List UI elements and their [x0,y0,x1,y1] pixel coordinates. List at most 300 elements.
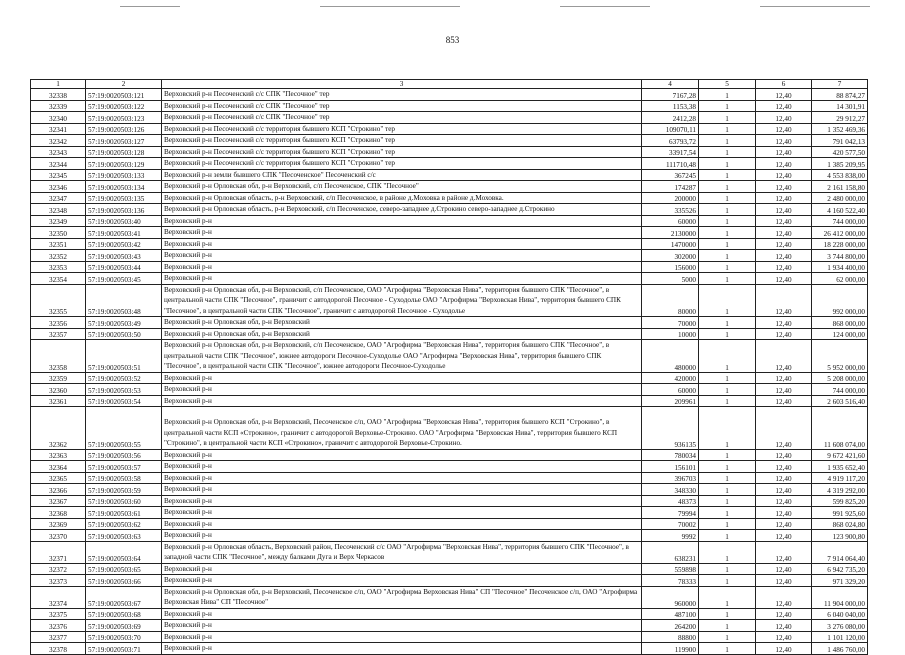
column-header: 5 [699,80,756,89]
cell-cad: 57:19:0020503:71 [86,643,162,655]
cell-num: 32349 [31,215,86,227]
cell-cad: 57:19:0020503:48 [86,284,162,317]
cell-addr: Верховский р-н [162,215,642,227]
cell-num: 32363 [31,449,86,461]
cell-num: 32341 [31,123,86,135]
cell-cad: 57:19:0020503:55 [86,407,162,450]
cell-cad: 57:19:0020503:135 [86,192,162,204]
cell-addr: Верховский р-н Песоченский с/с СПК "Песочное" тер [162,89,642,101]
cell-addr: Верховский р-н [162,563,642,575]
cell-addr: Верховский р-н Орловская обл, р-н Верховский, Песоченское с/п, ОАО "Агрофирма "Верховская Нива", территория бывшего КСП "Строкино", в центральной части КСП «Строкино», граничит с автодорогой Верховье-Строкино. ОАО "Агрофирма "Верховская Нива", территория бывшего КСП "Строкино", в центральной части КСП «Строкино», граничит с автодорогой Верховье-Строкино. [162,407,642,450]
cell-area: 9992 [642,530,699,542]
table-body [31,89,868,655]
cell-addr: Верховский р-н Песоченский с/с территория бывшего КСП "Строкино" тер [162,123,642,135]
cell-area: 109070,11 [642,123,699,135]
cell-cost: 868 024,80 [812,518,868,530]
cell-rate: 12,40 [756,507,812,519]
page-number: 853 [445,35,460,45]
cell-cad: 57:19:0020503:51 [86,340,162,373]
cell-num: 32375 [31,608,86,620]
cell-qty: 1 [699,620,756,632]
table-row [31,507,868,519]
cell-qty: 1 [699,484,756,496]
table-row [31,100,868,112]
cell-cad: 57:19:0020503:64 [86,541,162,563]
cell-qty: 1 [699,395,756,407]
cell-cad: 57:19:0020503:68 [86,608,162,620]
column-header: 2 [86,80,162,89]
cell-addr: Верховский р-н [162,472,642,484]
table-row [31,472,868,484]
cell-num: 32377 [31,631,86,643]
cell-area: 367245 [642,169,699,181]
table-row [31,158,868,170]
cell-addr: Верховский р-н Орловская обл, р-н Верховский, с/п Песоченское, СПК "Песочное" [162,181,642,193]
cell-area: 33917,54 [642,146,699,158]
cell-qty: 1 [699,372,756,384]
cell-cad: 57:19:0020503:59 [86,484,162,496]
cell-num: 32376 [31,620,86,632]
cell-addr: Верховский р-н [162,372,642,384]
cell-cost: 18 228 000,00 [812,238,868,250]
table-row [31,461,868,473]
cell-cost: 420 577,50 [812,146,868,158]
column-header: 7 [812,80,868,89]
cell-rate: 12,40 [756,146,812,158]
cell-addr: Верховский р-н [162,227,642,239]
cell-rate: 12,40 [756,472,812,484]
cell-cad: 57:19:0020503:49 [86,317,162,329]
table-row [31,563,868,575]
cell-area: 156101 [642,461,699,473]
cell-num: 32364 [31,461,86,473]
cell-qty: 1 [699,384,756,396]
cell-cost: 88 874,27 [812,89,868,101]
cell-qty: 1 [699,328,756,340]
cell-qty: 1 [699,215,756,227]
cell-addr: Верховский р-н Песоченский с/с территория бывшего КСП "Строкино" тер [162,135,642,147]
cell-rate: 12,40 [756,449,812,461]
cell-num: 32369 [31,518,86,530]
table-row [31,328,868,340]
cell-addr: Верховский р-н Орловская область, р-н Верховский, с/п Песоченское, в районе д.Моховка в районе д.Моховка. [162,192,642,204]
cell-cost: 11 904 000,00 [812,586,868,608]
cell-area: 1470000 [642,238,699,250]
table-row [31,530,868,542]
cell-rate: 12,40 [756,89,812,101]
cell-cad: 57:19:0020503:128 [86,146,162,158]
cell-cost: 791 042,13 [812,135,868,147]
cell-cost: 124 000,00 [812,328,868,340]
cell-area: 10000 [642,328,699,340]
cell-cad: 57:19:0020503:129 [86,158,162,170]
cell-rate: 12,40 [756,620,812,632]
cell-rate: 12,40 [756,575,812,587]
cell-cost: 11 608 074,00 [812,407,868,450]
cell-addr: Верховский р-н [162,261,642,273]
cell-num: 32345 [31,169,86,181]
cell-area: 480000 [642,340,699,373]
cell-qty: 1 [699,643,756,655]
table-row [31,192,868,204]
cell-addr: Верховский р-н Орловская обл, р-н Верховский, с/п Песоченское, ОАО "Агрофирма "Верховская Нива", территория бывшего СПК "Песочное", в центральной части СПК "Песочное", граничит с автодорогой Песочное - Суходолье ОАО "Агрофирма "Верховская Нива", территория бывшего СПК "Песочное", в центральной части СПК "Песочное", граничит с автодорогой Песочное - Суходолье [162,284,642,317]
cell-cad: 57:19:0020503:136 [86,204,162,216]
cell-cad: 57:19:0020503:127 [86,135,162,147]
cell-area: 209961 [642,395,699,407]
cell-cad: 57:19:0020503:126 [86,123,162,135]
cell-rate: 12,40 [756,643,812,655]
cell-cost: 62 000,00 [812,273,868,285]
table-row [31,215,868,227]
cell-area: 80000 [642,284,699,317]
cell-qty: 1 [699,250,756,262]
cell-cost: 744 000,00 [812,384,868,396]
cell-num: 32357 [31,328,86,340]
cell-addr: Верховский р-н [162,250,642,262]
cell-rate: 12,40 [756,227,812,239]
cell-area: 70002 [642,518,699,530]
cell-area: 78333 [642,575,699,587]
column-header: 6 [756,80,812,89]
cell-num: 32372 [31,563,86,575]
cell-num: 32338 [31,89,86,101]
cell-addr: Верховский р-н Орловская область, р-н Верховский, с/п Песоченское, северо-западнее д.Строкино северо-западнее д.Строкино [162,204,642,216]
table-row [31,495,868,507]
cell-num: 32358 [31,340,86,373]
cell-cost: 2 603 516,40 [812,395,868,407]
cell-num: 32351 [31,238,86,250]
cell-cost: 14 301,91 [812,100,868,112]
cell-addr: Верховский р-н [162,643,642,655]
cell-cost: 1 935 652,40 [812,461,868,473]
cell-cost: 1 934 400,00 [812,261,868,273]
cell-qty: 1 [699,238,756,250]
cell-rate: 12,40 [756,158,812,170]
cell-cost: 1 385 209,95 [812,158,868,170]
cell-num: 32378 [31,643,86,655]
cell-area: 119900 [642,643,699,655]
cell-cad: 57:19:0020503:123 [86,112,162,124]
cell-cad: 57:19:0020503:40 [86,215,162,227]
cell-cost: 2 161 158,80 [812,181,868,193]
cell-num: 32354 [31,273,86,285]
cell-num: 32344 [31,158,86,170]
cell-cad: 57:19:0020503:61 [86,507,162,519]
column-header: 3 [162,80,642,89]
cell-addr: Верховский р-н Орловская обл, р-н Верховский, с/п Песоченское, ОАО "Агрофирма "Верховская Нива", территория бывшего СПК "Песочное", в центральной части СПК "Песочное", южнее автодороги Песочное-Суходолье ОАО "Агрофирма "Верховская Нива", территория бывшего СПК "Песочное", в центральной части СПК "Песочное", южнее автодороги Песочное-Суходолье [162,340,642,373]
cell-num: 32350 [31,227,86,239]
cell-area: 264200 [642,620,699,632]
cell-num: 32366 [31,484,86,496]
cell-area: 487100 [642,608,699,620]
cell-qty: 1 [699,227,756,239]
cell-cost: 9 672 421,60 [812,449,868,461]
cell-cad: 57:19:0020503:70 [86,631,162,643]
cell-area: 1153,38 [642,100,699,112]
cell-cost: 4 319 292,00 [812,484,868,496]
cell-qty: 1 [699,261,756,273]
cell-addr: Верховский р-н [162,575,642,587]
cell-addr: Верховский р-н [162,530,642,542]
table-row [31,586,868,608]
column-header: 4 [642,80,699,89]
cell-addr: Верховский р-н Песоченский с/с территория бывшего КСП "Строкино" тер [162,158,642,170]
cell-qty: 1 [699,461,756,473]
table-row [31,181,868,193]
cell-addr: Верховский р-н Песоченский с/с СПК "Песочное" тер [162,100,642,112]
cell-rate: 12,40 [756,123,812,135]
cell-rate: 12,40 [756,461,812,473]
cell-rate: 12,40 [756,541,812,563]
cell-cad: 57:19:0020503:69 [86,620,162,632]
cell-num: 32362 [31,407,86,450]
cell-cad: 57:19:0020503:63 [86,530,162,542]
table-row [31,169,868,181]
cell-rate: 12,40 [756,518,812,530]
cell-num: 32374 [31,586,86,608]
cell-cad: 57:19:0020503:133 [86,169,162,181]
cell-num: 32368 [31,507,86,519]
cell-cost: 7 914 064,40 [812,541,868,563]
cell-rate: 12,40 [756,250,812,262]
cell-cost: 599 825,20 [812,495,868,507]
cell-cad: 57:19:0020503:52 [86,372,162,384]
table-row [31,261,868,273]
cell-area: 174287 [642,181,699,193]
cell-rate: 12,40 [756,372,812,384]
cell-cost: 29 912,27 [812,112,868,124]
cell-num: 32347 [31,192,86,204]
column-header: 1 [31,80,86,89]
cell-rate: 12,40 [756,135,812,147]
cell-rate: 12,40 [756,181,812,193]
cell-rate: 12,40 [756,484,812,496]
cell-qty: 1 [699,158,756,170]
cell-area: 420000 [642,372,699,384]
cell-qty: 1 [699,586,756,608]
cell-area: 88800 [642,631,699,643]
cell-rate: 12,40 [756,407,812,450]
table-row [31,449,868,461]
cell-cost: 991 925,60 [812,507,868,519]
cell-cost: 3 276 080,00 [812,620,868,632]
cell-cad: 57:19:0020503:56 [86,449,162,461]
cell-addr: Верховский р-н [162,631,642,643]
cell-rate: 12,40 [756,384,812,396]
cell-qty: 1 [699,530,756,542]
cell-area: 5000 [642,273,699,285]
table-row [31,89,868,101]
cell-addr: Верховский р-н Песоченский с/с территория бывшего КСП "Строкино" тер [162,146,642,158]
table-row [31,384,868,396]
cell-cost: 2 480 000,00 [812,192,868,204]
cell-qty: 1 [699,507,756,519]
cell-cost: 744 000,00 [812,215,868,227]
cell-qty: 1 [699,407,756,450]
cell-num: 32356 [31,317,86,329]
cell-qty: 1 [699,317,756,329]
cell-cost: 992 000,00 [812,284,868,317]
table-row [31,620,868,632]
cell-addr: Верховский р-н [162,495,642,507]
cell-rate: 12,40 [756,215,812,227]
cell-cost: 1 101 120,00 [812,631,868,643]
cell-rate: 12,40 [756,284,812,317]
cell-qty: 1 [699,495,756,507]
cell-area: 559898 [642,563,699,575]
cell-cad: 57:19:0020503:58 [86,472,162,484]
cell-area: 335526 [642,204,699,216]
cell-rate: 12,40 [756,608,812,620]
cell-num: 32370 [31,530,86,542]
cell-area: 79994 [642,507,699,519]
cell-addr: Верховский р-н [162,507,642,519]
cell-rate: 12,40 [756,238,812,250]
table-row [31,541,868,563]
cell-cost: 6 040 040,00 [812,608,868,620]
cell-cost: 971 329,20 [812,575,868,587]
cell-num: 32367 [31,495,86,507]
table-row [31,518,868,530]
cell-addr: Верховский р-н [162,273,642,285]
cell-num: 32353 [31,261,86,273]
table-row [31,273,868,285]
cell-cad: 57:19:0020503:42 [86,238,162,250]
cell-cad: 57:19:0020503:53 [86,384,162,396]
cell-cost: 4 919 117,20 [812,472,868,484]
cell-cad: 57:19:0020503:67 [86,586,162,608]
cell-qty: 1 [699,340,756,373]
cell-num: 32371 [31,541,86,563]
table-row [31,238,868,250]
cell-qty: 1 [699,575,756,587]
cell-cad: 57:19:0020503:121 [86,89,162,101]
cell-area: 156000 [642,261,699,273]
cell-rate: 12,40 [756,273,812,285]
cell-addr: Верховский р-н [162,461,642,473]
cell-cost: 4 160 522,40 [812,204,868,216]
table-row [31,250,868,262]
cell-area: 200000 [642,192,699,204]
cell-qty: 1 [699,146,756,158]
table-row [31,395,868,407]
cell-area: 302000 [642,250,699,262]
cell-qty: 1 [699,608,756,620]
table-header-row [31,80,868,89]
table-row [31,317,868,329]
cell-area: 48373 [642,495,699,507]
cell-area: 960000 [642,586,699,608]
cell-cost: 1 352 469,36 [812,123,868,135]
cell-cad: 57:19:0020503:122 [86,100,162,112]
cell-cost: 123 900,80 [812,530,868,542]
cell-cost: 5 208 000,00 [812,372,868,384]
cell-area: 60000 [642,215,699,227]
cell-cad: 57:19:0020503:134 [86,181,162,193]
cell-cad: 57:19:0020503:66 [86,575,162,587]
cell-cost: 26 412 000,00 [812,227,868,239]
cell-area: 7167,28 [642,89,699,101]
table-row [31,608,868,620]
cell-addr: Верховский р-н [162,484,642,496]
cell-area: 2412,28 [642,112,699,124]
cell-qty: 1 [699,541,756,563]
cell-cad: 57:19:0020503:50 [86,328,162,340]
table-row [31,227,868,239]
cell-area: 780034 [642,449,699,461]
cell-addr: Верховский р-н [162,620,642,632]
cell-addr: Верховский р-н Песоченский с/с СПК "Песочное" тер [162,112,642,124]
table-row [31,372,868,384]
cell-addr: Верховский р-н [162,449,642,461]
cell-addr: Верховский р-н [162,238,642,250]
cell-qty: 1 [699,135,756,147]
cell-qty: 1 [699,181,756,193]
cell-addr: Верховский р-н Орловская обл, р-н Верховский [162,328,642,340]
cell-qty: 1 [699,100,756,112]
cell-rate: 12,40 [756,586,812,608]
cell-area: 348330 [642,484,699,496]
cell-qty: 1 [699,472,756,484]
table-row [31,643,868,655]
cell-qty: 1 [699,192,756,204]
cell-area: 638231 [642,541,699,563]
cell-num: 32352 [31,250,86,262]
table-row [31,135,868,147]
cell-rate: 12,40 [756,317,812,329]
cell-cad: 57:19:0020503:43 [86,250,162,262]
cell-rate: 12,40 [756,563,812,575]
cell-addr: Верховский р-н [162,395,642,407]
cell-num: 32339 [31,100,86,112]
cell-area: 396703 [642,472,699,484]
cell-addr: Верховский р-н земли бывшего СПК "Песоченское" Песоченский с/с [162,169,642,181]
cell-rate: 12,40 [756,192,812,204]
cell-addr: Верховский р-н Орловская область, Верховский район, Песоченский с/с ОАО "Агрофирма "Верховская Нива", территория бывшего СПК "Песочное", в западной части СПК "Песочное", между балками Дуга и Верх Черкасов [162,541,642,563]
table-row [31,284,868,317]
table-row [31,204,868,216]
land-register-table [30,79,868,655]
cell-area: 111710,48 [642,158,699,170]
cell-cost: 3 744 800,00 [812,250,868,262]
table-row [31,340,868,373]
cell-area: 63793,72 [642,135,699,147]
cell-qty: 1 [699,112,756,124]
table-row [31,112,868,124]
cell-area: 2130000 [642,227,699,239]
cell-num: 32343 [31,146,86,158]
cell-rate: 12,40 [756,395,812,407]
cell-qty: 1 [699,563,756,575]
cell-rate: 12,40 [756,340,812,373]
cell-num: 32340 [31,112,86,124]
cell-qty: 1 [699,449,756,461]
cell-qty: 1 [699,284,756,317]
cell-num: 32373 [31,575,86,587]
cell-cad: 57:19:0020503:44 [86,261,162,273]
table-row [31,575,868,587]
cell-num: 32365 [31,472,86,484]
cell-addr: Верховский р-н [162,384,642,396]
cell-rate: 12,40 [756,261,812,273]
cell-cad: 57:19:0020503:62 [86,518,162,530]
cell-num: 32346 [31,181,86,193]
cell-rate: 12,40 [756,169,812,181]
cell-addr: Верховский р-н Орловская обл, р-н Верховский, Песоченское с/п, ОАО "Агрофирма Верховская Нива" СП "Песочное" Песоченское с/п, ОАО "Агрофирма Верховская Нива" СП "Песочное" [162,586,642,608]
cell-qty: 1 [699,123,756,135]
cell-cad: 57:19:0020503:57 [86,461,162,473]
cell-num: 32360 [31,384,86,396]
